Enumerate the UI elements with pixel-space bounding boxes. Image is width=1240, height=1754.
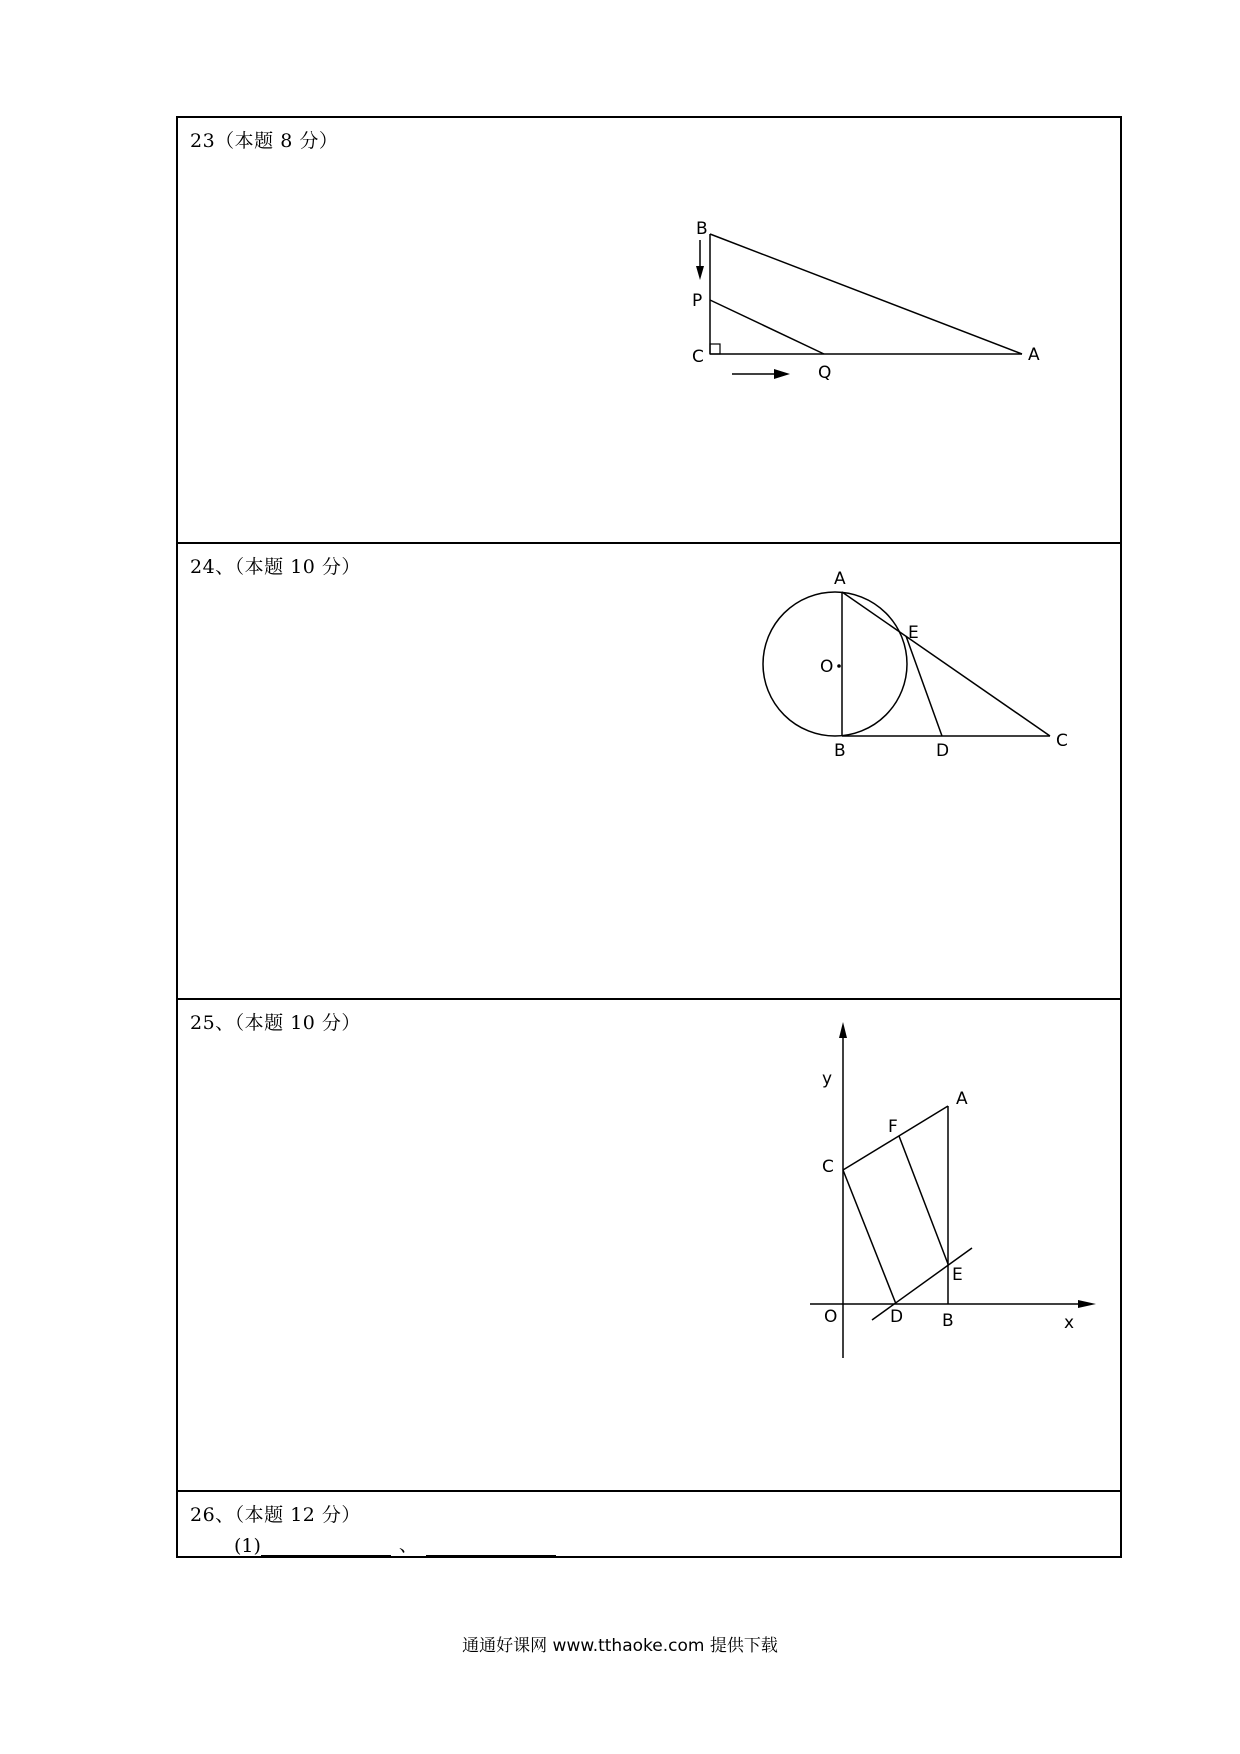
label-B: B [834,741,846,761]
label-C: C [692,347,704,367]
question-24 [178,544,1120,1000]
label-P: P [692,291,703,311]
question-title: 25、（本题 10 分） [190,1012,361,1034]
question-25 [178,1000,1120,1492]
blank-separator: 、 [398,1534,418,1556]
label-D: D [890,1307,904,1327]
question-title: 24、（本题 10 分） [190,556,361,578]
part-1-label: (1) [234,1535,261,1557]
label-B: B [942,1311,954,1331]
label-C: C [1056,731,1068,751]
label-E: E [908,623,919,643]
circle-tangent-figure [738,562,1068,772]
label-A: A [1028,345,1040,365]
label-y: y [822,1069,833,1089]
label-A: A [956,1089,968,1109]
question-title: 26、（本题 12 分） [190,1504,361,1526]
question-title: 23（本题 8 分） [190,130,339,152]
answer-blank-1[interactable] [261,1533,391,1557]
label-E: E [952,1265,963,1285]
coordinate-figure [798,1014,1118,1374]
answer-blanks [234,1530,556,1557]
label-B: B [696,219,708,239]
answer-blank-2[interactable] [426,1533,556,1557]
question-23 [178,118,1120,544]
label-x: x [1064,1313,1075,1333]
label-O: O [824,1307,838,1327]
label-D: D [936,741,950,761]
answer-sheet [176,116,1122,1558]
label-O: O [820,657,834,677]
triangle-figure [688,214,1088,414]
label-F: F [888,1117,898,1137]
label-A: A [834,569,846,589]
label-C: C [822,1157,834,1177]
label-Q: Q [818,363,832,383]
page-footer: 通通好课网 www.tthaoke.com 提供下载 [462,1636,778,1656]
question-26 [178,1492,1120,1556]
